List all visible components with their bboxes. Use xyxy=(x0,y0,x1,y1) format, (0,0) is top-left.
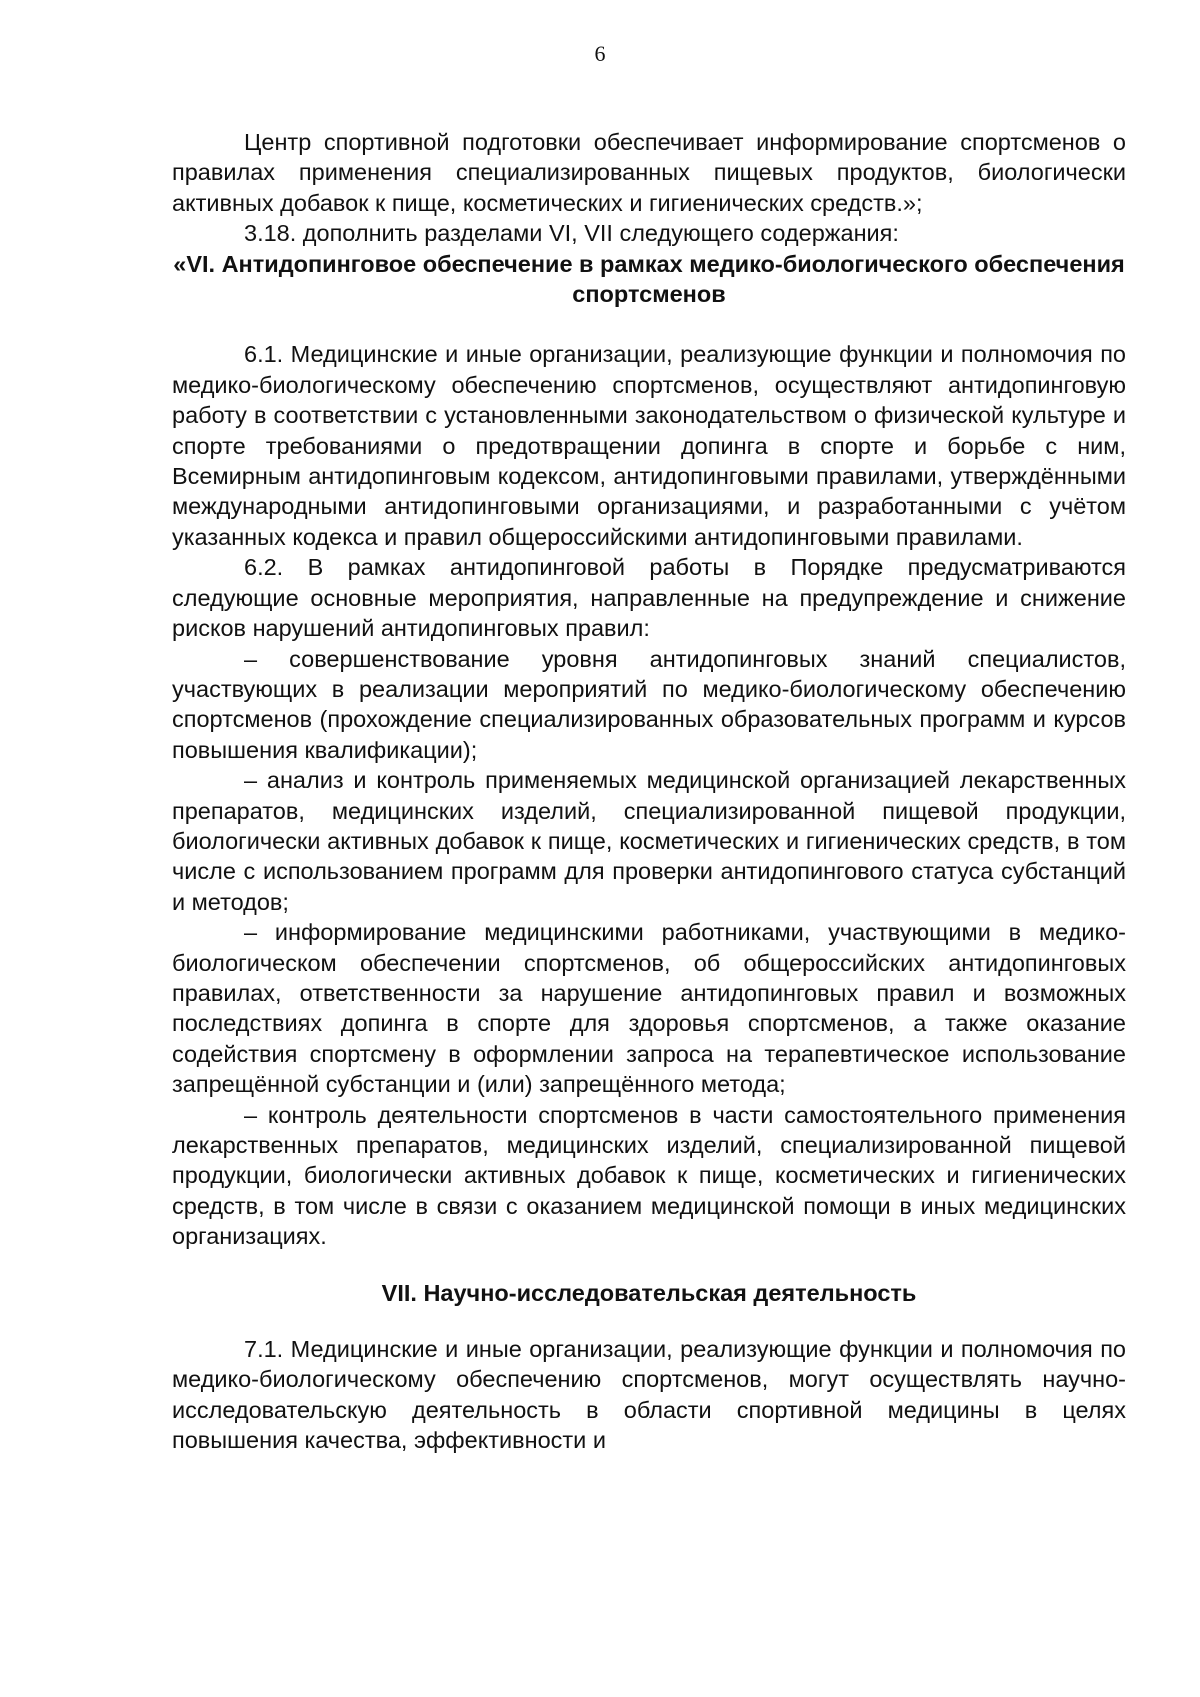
list-item: – анализ и контроль применяемых медицинской организацией лекарственных препаратов, медицинских изделий, специализированной пищевой продукции, биологически активных добавок к пище, косметических и гигиенических средств, в том числе с использованием программ для проверки антидопингового статуса субстанций и методов; xyxy=(172,767,1126,915)
page-number: 6 xyxy=(594,41,606,66)
amendment-line: 3.18. дополнить разделами VI, VII следующего содержания: xyxy=(244,220,899,247)
spacer xyxy=(172,1252,1126,1278)
list-item: – информирование медицинскими работниками, участвующими в медико-биологическом обеспечении спортсменов, об общероссийских антидопинговых правилах, ответственности за нарушение антидопинговых правил и возможных последствиях допинга в спорте для здоровья спортсменов, а также оказание содействия спортсмену в оформлении запроса на терапевтическое использование запрещённой субстанции и (или) запрещённого метода; xyxy=(172,919,1126,1098)
paragraph-7-1: 7.1. Медицинские и иные организации, реализующие функции и полномочия по медико-биологическому обеспечению спортсменов, могут осуществлять научно-исследовательскую деятельность в области спортивной медицины в целях повышения качества, эффективности и xyxy=(172,1336,1126,1454)
paragraph-6-2: 6.2. В рамках антидопинговой работы в Порядке предусматриваются следующие основные мероприятия, направленные на предупреждение и снижение рисков нарушений антидопинговых правил: xyxy=(172,554,1126,642)
section-7-heading: VII. Научно-исследовательская деятельность xyxy=(381,1279,917,1306)
spacer xyxy=(172,1308,1126,1334)
spacer xyxy=(172,309,1126,339)
document-body xyxy=(172,127,1126,1456)
intro-paragraph: Центр спортивной подготовки обеспечивает информирование спортсменов о правилах применения специализированных пищевых продуктов, биологически активных добавок к пище, косметических и гигиенических средств.»; xyxy=(172,129,1126,216)
section-6-heading: «VI. Антидопинговое обеспечение в рамках медико-биологического обеспечения спортсменов xyxy=(173,250,1125,308)
paragraph-6-1: 6.1. Медицинские и иные организации, реализующие функции и полномочия по медико-биологическому обеспечению спортсменов, осуществляют антидопинговую работу в соответствии с установленными законодательством о физической культуре и спорте требованиями о предотвращении допинга в спорте и борьбе с ним, Всемирным антидопинговым кодексом, антидопинговыми правилами, утверждёнными международными антидопинговыми организациями, и разработанными с учётом указанных кодекса и правил общероссийскими антидопинговыми правилами. xyxy=(172,341,1126,550)
list-item: – совершенствование уровня антидопинговых знаний специалистов, участвующих в реализации мероприятий по медико-биологическому обеспечению спортсменов (прохождение специализированных образовательных программ и курсов повышения квалификации); xyxy=(172,645,1126,763)
list-item: – контроль деятельности спортсменов в части самостоятельного применения лекарственных препаратов, медицинских изделий, специализированной пищевой продукции, биологически активных добавок к пище, косметических и гигиенических средств, в том числе в связи с оказанием медицинской помощи в иных медицинских организациях. xyxy=(172,1101,1126,1250)
